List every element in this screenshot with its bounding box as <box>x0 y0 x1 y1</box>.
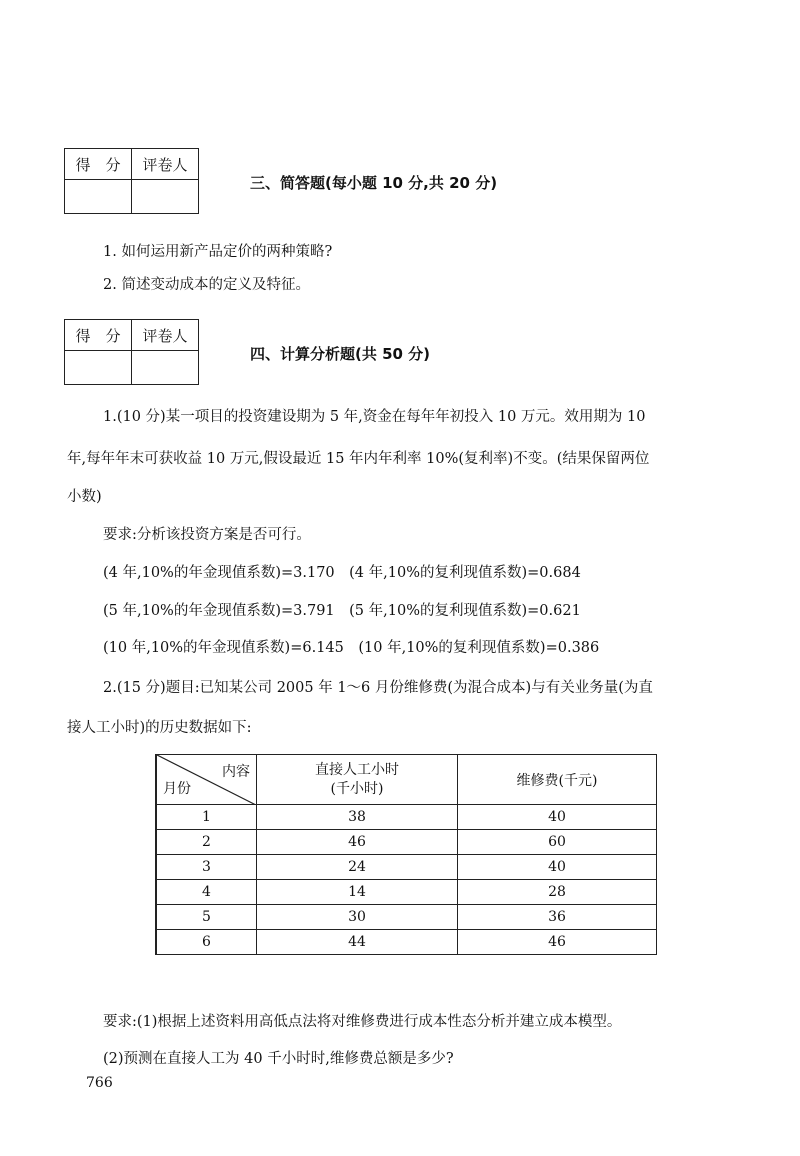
score-box-section4 <box>64 319 199 385</box>
month-cell: 1 <box>156 805 257 830</box>
col-header-hours-line1: 直接人工小时 <box>315 761 399 778</box>
grader-label: 评卷人 <box>132 149 199 180</box>
month-cell: 3 <box>156 855 257 880</box>
grader-label: 评卷人 <box>132 320 199 351</box>
section3-title: 三、简答题(每小题 10 分,共 20 分) <box>250 174 498 192</box>
cost-cell: 28 <box>458 880 657 905</box>
month-cell: 5 <box>156 905 257 930</box>
score-label: 得 分 <box>65 320 132 351</box>
corner-top-label: 内容 <box>222 764 250 780</box>
q2-line-1: 2.(15 分)题目:已知某公司 2005 年 1～6 月份维修费(为混合成本)与有关业务量(为直 <box>103 680 653 696</box>
table-row <box>156 930 657 955</box>
cost-cell: 46 <box>458 930 657 955</box>
q1-coef-line-2: (5 年,10%的年金现值系数)=3.791 (5 年,10%的复利现值系数)=0.621 <box>103 603 581 619</box>
q1-coef-line-3: (10 年,10%的年金现值系数)=6.145 (10 年,10%的复利现值系数)=0.386 <box>103 640 600 656</box>
table-row <box>156 805 657 830</box>
q1-line-3: 小数) <box>67 489 102 505</box>
q1-line-1: 1.(10 分)某一项目的投资建设期为 5 年,资金在每年年初投入 10 万元。效用期为 10 <box>103 409 646 425</box>
table-row <box>156 905 657 930</box>
score-box-section3 <box>64 148 199 214</box>
cost-cell: 40 <box>458 805 657 830</box>
q2-line-2: 接人工小时)的历史数据如下: <box>67 720 252 736</box>
cost-cell: 40 <box>458 855 657 880</box>
section4-title: 四、计算分析题(共 50 分) <box>250 345 431 363</box>
score-cell[interactable] <box>65 351 132 385</box>
hours-cell: 24 <box>257 855 458 880</box>
hours-cell: 30 <box>257 905 458 930</box>
q2-requirement-1: 要求:(1)根据上述资料用高低点法将对维修费进行成本性态分析并建立成本模型。 <box>103 1014 622 1030</box>
grader-cell[interactable] <box>132 180 199 214</box>
maintenance-data-table <box>155 754 657 955</box>
table-row <box>156 830 657 855</box>
cost-cell: 60 <box>458 830 657 855</box>
col-header-hours <box>257 755 458 805</box>
col-header-hours-line2: (千小时) <box>330 780 384 797</box>
table-row <box>156 880 657 905</box>
month-cell: 2 <box>156 830 257 855</box>
hours-cell: 44 <box>257 930 458 955</box>
hours-cell: 14 <box>257 880 458 905</box>
section3-question-2: 2. 简述变动成本的定义及特征。 <box>103 277 310 293</box>
q1-requirement: 要求:分析该投资方案是否可行。 <box>103 527 311 543</box>
q1-line-2: 年,每年年末可获收益 10 万元,假设最近 15 年内年利率 10%(复利率)不变。(结果保留两位 <box>67 451 650 467</box>
table-row <box>156 855 657 880</box>
hours-cell: 38 <box>257 805 458 830</box>
score-cell[interactable] <box>65 180 132 214</box>
section3-question-1: 1. 如何运用新产品定价的两种策略? <box>103 244 333 260</box>
cost-cell: 36 <box>458 905 657 930</box>
month-cell: 4 <box>156 880 257 905</box>
corner-bottom-label: 月份 <box>163 781 191 797</box>
month-cell: 6 <box>156 930 257 955</box>
score-label: 得 分 <box>65 149 132 180</box>
grader-cell[interactable] <box>132 351 199 385</box>
q2-requirement-2: (2)预测在直接人工为 40 千小时时,维修费总额是多少? <box>103 1051 454 1067</box>
col-header-cost: 维修费(千元) <box>458 755 657 805</box>
q1-coef-line-1: (4 年,10%的年金现值系数)=3.170 (4 年,10%的复利现值系数)=0.684 <box>103 565 581 581</box>
page-number: 766 <box>86 1075 113 1091</box>
table-corner-cell <box>156 755 257 805</box>
hours-cell: 46 <box>257 830 458 855</box>
